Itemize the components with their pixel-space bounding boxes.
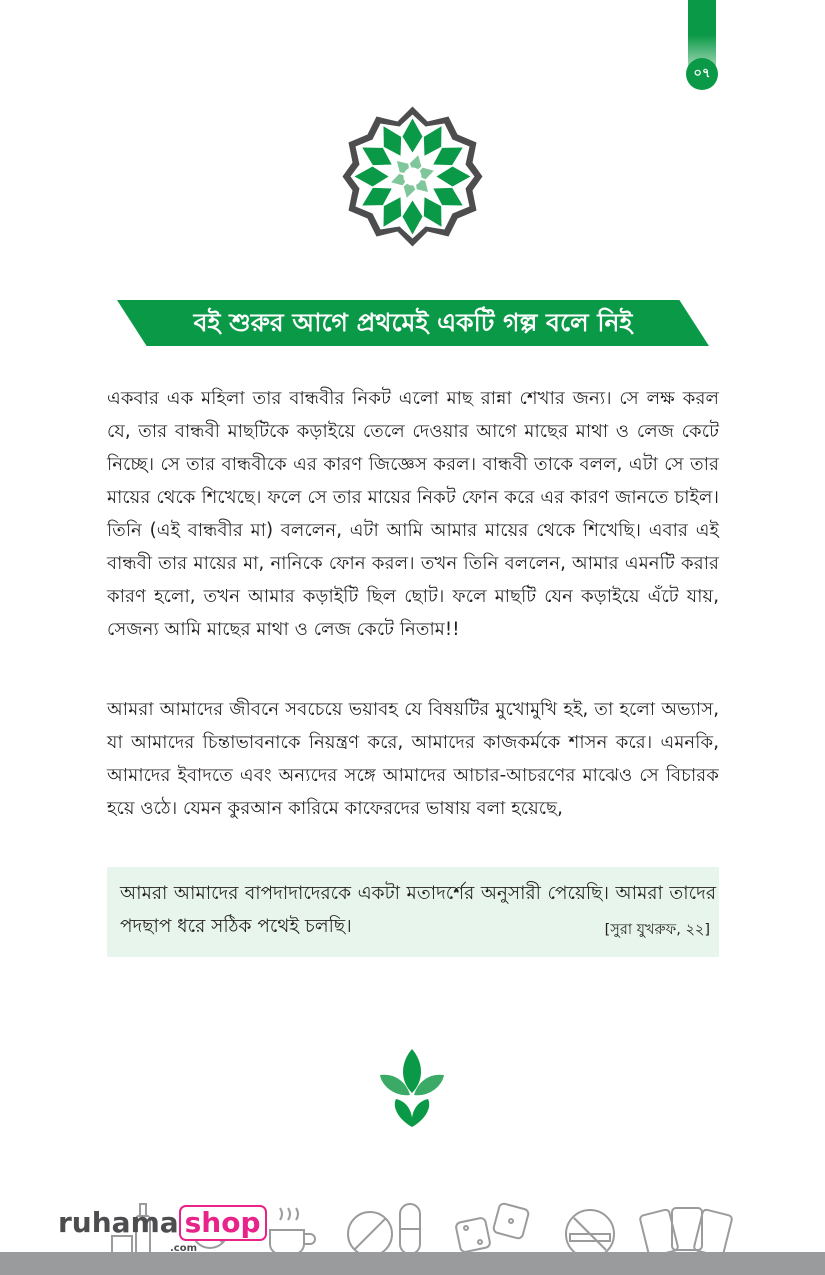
- paragraph-story: একবার এক মহিলা তার বান্ধবীর নিকট এলো মাছ রান্না শেখার জন্য। সে লক্ষ করল যে, তার বান্ধবী মাছটিকে কড়াইয়ে তেলে দেওয়ার আগে মাছের মাথা ও লেজ কেটে নিচ্ছে। সে তার বান্ধবীকে এর কারণ জিজ্ঞেস করল। বান্ধবী তাকে বলল, এটা সে তার মায়ের থেকে শিখেছে। ফলে সে তার মায়ের নিকট ফোন করে এর কারণ জানতে চাইল। তিনি (এই বান্ধবীর মা) বললেন, এটা আমি আমার মায়ের থেকে শিখেছি। এবার এই বান্ধবী তার মায়ের মা, নানিকে ফোন করল। তখন তিনি বললেন, আমার এমনটি করার কারণ হলো, তখন আমার কড়াইটি ছিল ছোট। ফলে মাছটি যেন কড়াইয়ে এঁটে যায়, সেজন্য আমি মাছের মাথা ও লেজ কেটে নিতাম!!: [107, 388, 719, 640]
- quote-citation: [সুরা যুখরুফ, ২২]: [604, 922, 710, 938]
- brand-shop-text: shop: [179, 1205, 267, 1241]
- chapter-title: বই শুরুর আগে প্রথমেই একটি গল্প বলে নিই: [193, 308, 633, 337]
- no-smoking-icon: [566, 1210, 614, 1258]
- capsule-icon: [400, 1204, 420, 1254]
- paragraph-habit: আমরা আমাদের জীবনে সবচেয়ে ভয়াবহ যে বিষয়টির মুখোমুখি হই, তা হলো অভ্যাস, যা আমাদের চিন্তাভাবনাকে নিয়ন্ত্রণ করে, আমাদের কাজকর্মকে শাসন করে। এমনকি, আমাদের ইবাদতে এবং অন্যদের সঙ্গে আমাদের আচার-আচরণের মাঝেও সে বিচারক হয়ে ওঠে। যেমন কুরআন কারিমে কাফেরদের ভাষায় বলা হয়েছে,: [107, 699, 719, 819]
- geometric-star-emblem-icon: [340, 104, 485, 249]
- brand-main-text: ruhama: [58, 1206, 179, 1239]
- playing-cards-icon: [639, 1208, 732, 1257]
- no-pill-icon: [348, 1212, 392, 1256]
- leaf-ornament-icon: [376, 1045, 448, 1131]
- coffee-cup-icon: [266, 1208, 315, 1256]
- page-number: ০৭: [686, 58, 718, 90]
- dice-icon: [455, 1203, 529, 1253]
- brand-domain: .com: [170, 1243, 198, 1254]
- brand-logo[interactable]: [58, 1205, 267, 1241]
- quote-text: আমরা আমাদের বাপদাদাদেরকে একটা মতাদর্শের অনুসারী পেয়েছি। আমরা তাদের পদছাপ ধরে সঠিক পথেই চলছি।: [120, 883, 716, 937]
